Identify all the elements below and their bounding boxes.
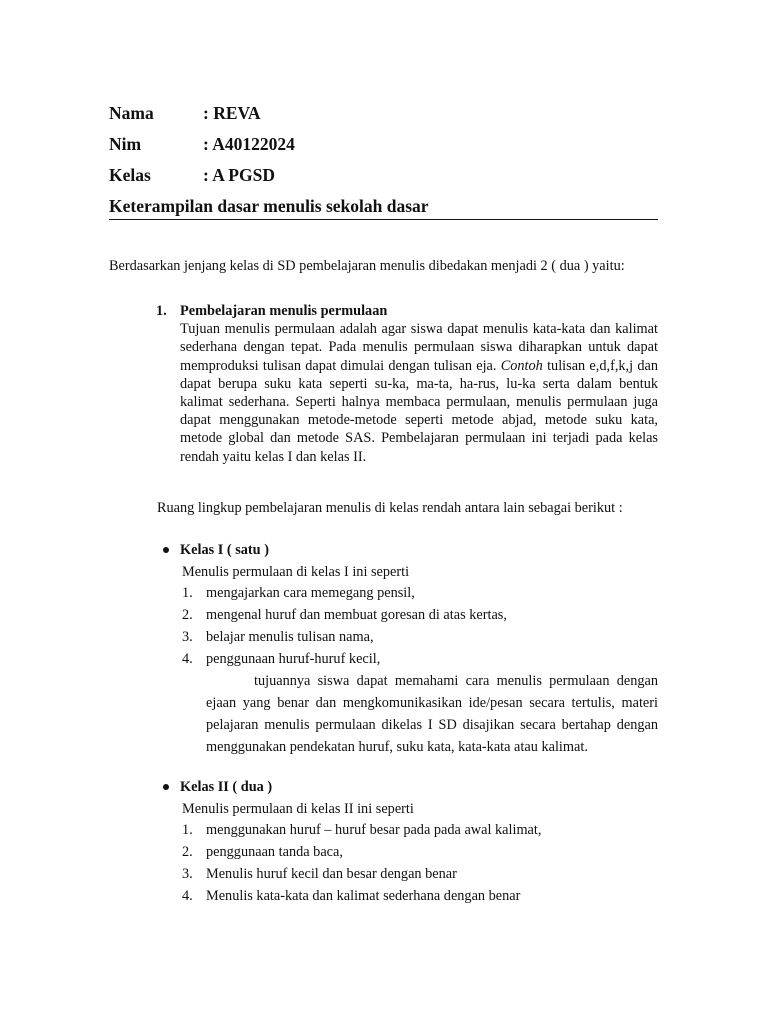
- list-text: menggunakan huruf – huruf besar pada pada awal kalimat,: [206, 822, 542, 838]
- bullet-dot-icon: [163, 547, 169, 553]
- nim-label: Nim: [109, 134, 142, 154]
- kelas-value: : A PGSD: [203, 165, 275, 185]
- intro-paragraph: Berdasarkan jenjang kelas di SD pembelajaran menulis dibedakan menjadi 2 ( dua ) yaitu:: [109, 258, 625, 274]
- kelas-1-heading: Kelas I ( satu ): [180, 542, 269, 558]
- kelas-2-bullet: [163, 779, 272, 796]
- list-item: [182, 841, 658, 863]
- list-number: 1.: [182, 585, 193, 601]
- kelas-label: Kelas: [109, 165, 151, 185]
- list-number: 2.: [182, 844, 193, 860]
- kelas-line: [109, 165, 275, 186]
- kelas-2-heading: Kelas II ( dua ): [180, 779, 273, 795]
- section-1-body: [180, 320, 658, 466]
- list-number: 3.: [182, 629, 193, 645]
- list-item: [182, 604, 658, 626]
- kelas-1-paragraph: [206, 670, 658, 758]
- list-text: mengenal huruf dan membuat goresan di atas kertas,: [206, 607, 507, 623]
- list-text: mengajarkan cara memegang pensil,: [206, 585, 415, 601]
- list-number: 4.: [182, 651, 193, 667]
- list-item: [182, 885, 658, 907]
- ruang-lingkup-text: Ruang lingkup pembelajaran menulis di kelas rendah antara lain sebagai berikut :: [157, 500, 623, 516]
- nim-value: : A40122024: [203, 134, 295, 154]
- list-number: 1.: [182, 822, 193, 838]
- kelas-1-list: [182, 582, 658, 670]
- list-text: penggunaan huruf-huruf kecil,: [206, 651, 381, 667]
- bullet-dot-icon: [163, 784, 169, 790]
- section-1-text-a: Tujuan menulis permulaan adalah agar siswa dapat menulis kata-kata dan kalimat sederhana dengan tepat. Pada menulis permulaan siswa diharapkan untuk dapat memproduksi tulisan dapat dimulai dengan tulisan eja.: [180, 321, 658, 374]
- list-number: 2.: [182, 607, 193, 623]
- list-item: [182, 626, 658, 648]
- ruang-lingkup-paragraph: [109, 497, 658, 519]
- section-1: [156, 302, 658, 466]
- list-item: [182, 819, 658, 841]
- kelas-1-subtitle: Menulis permulaan di kelas I ini seperti: [182, 564, 410, 580]
- kelas-2-list: [182, 819, 658, 907]
- nama-label: Nama: [109, 103, 154, 123]
- nama-line: [109, 103, 261, 124]
- nim-line: [109, 134, 295, 155]
- section-1-text-b: tulisan e,d,f,k,j dan dapat berupa suku kata seperti su-ka, ma-ta, ha-rus, lu-ka serta dalam bentuk kalimat sederhana. Seperti halnya membaca permulaan, menulis permulaan juga dapat menggunakan metode-metode seperti metode abjad, metode suku kata, metode global dan metode SAS. Pembelajaran permulaan ini terjadi pada kelas rendah yaitu kelas I dan kelas II.: [180, 357, 658, 465]
- kelas-1-paragraph-text: tujuannya siswa dapat memahami cara menulis permulaan dengan ejaan yang benar dan mengkomunikasikan ide/pesan secara tertulis, materi pelajaran menulis permulaan dikelas I SD disajikan secara bertahap dengan menggunakan pendekatan huruf, suku kata, kata-kata atau kalimat.: [206, 673, 658, 755]
- section-1-heading: Pembelajaran menulis permulaan: [180, 303, 388, 319]
- list-text: belajar menulis tulisan nama,: [206, 629, 374, 645]
- section-1-italic: Contoh: [500, 357, 543, 374]
- list-item: [182, 863, 658, 885]
- document-title: Keterampilan dasar menulis sekolah dasar: [109, 196, 658, 220]
- list-text: penggunaan tanda baca,: [206, 844, 343, 860]
- list-number: 3.: [182, 866, 193, 882]
- list-text: Menulis huruf kecil dan besar dengan benar: [206, 866, 457, 882]
- list-number: 4.: [182, 888, 193, 904]
- section-1-number: 1.: [156, 303, 167, 319]
- list-text: Menulis kata-kata dan kalimat sederhana dengan benar: [206, 888, 521, 904]
- nama-value: : REVA: [203, 103, 261, 123]
- list-item: [182, 648, 658, 670]
- kelas-2-subtitle: Menulis permulaan di kelas II ini seperti: [182, 801, 414, 817]
- list-item: [182, 582, 658, 604]
- kelas-1-bullet: [163, 542, 269, 559]
